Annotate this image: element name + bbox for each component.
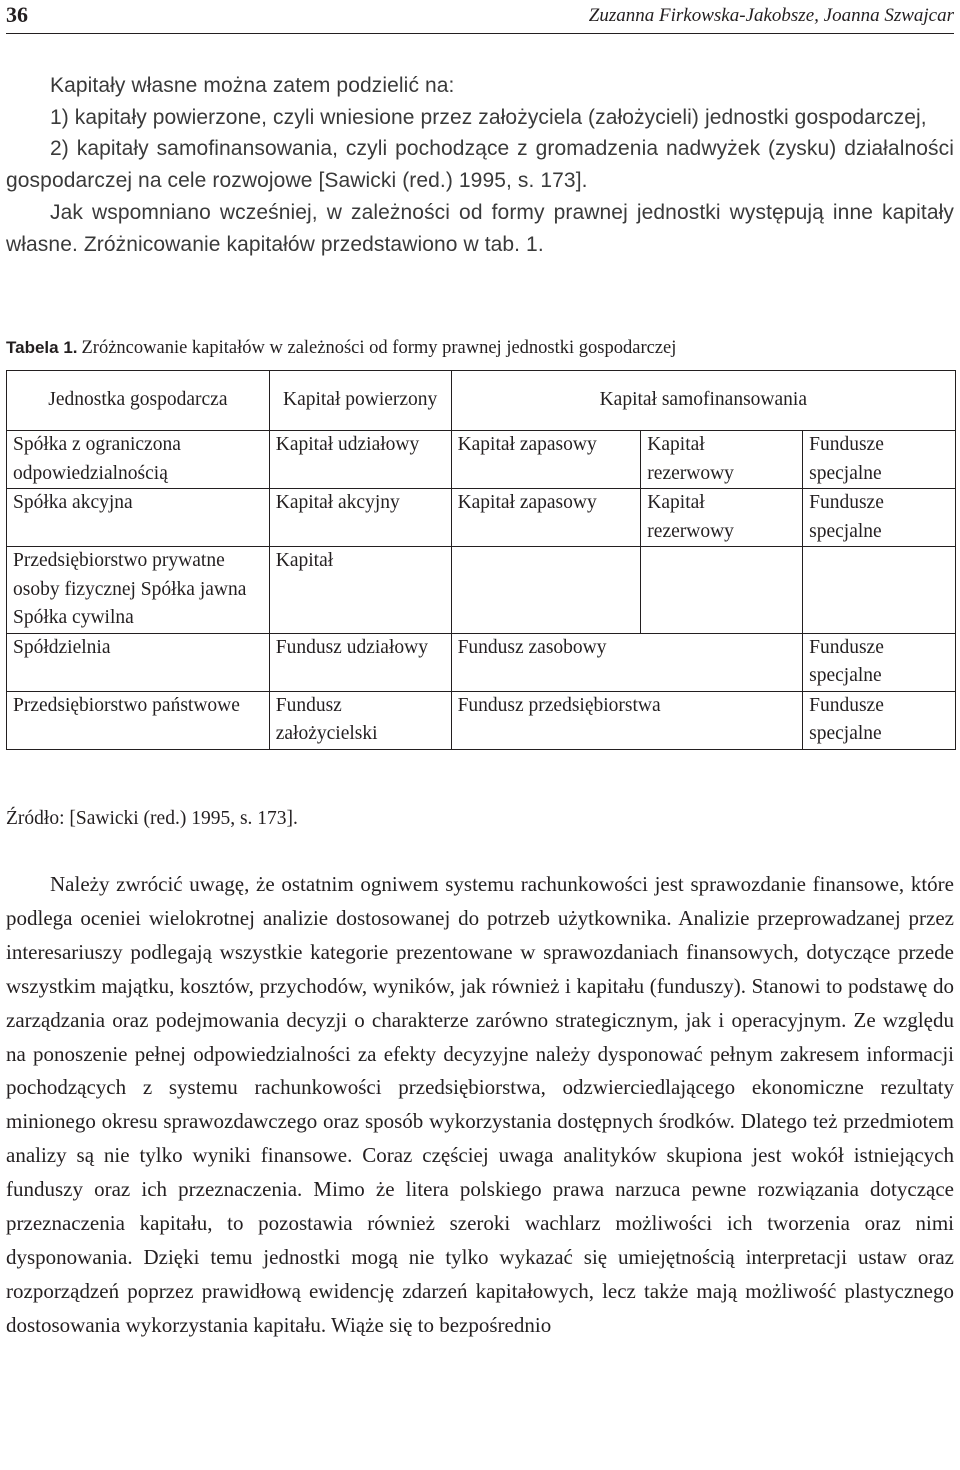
- table-row: [7, 547, 956, 634]
- table-cell-entity: Przedsiębiorstwo prywatne osoby fizycznej Spółka jawna Spółka cywilna: [7, 547, 270, 634]
- intro-list-item-1: 1) kapitały powierzone, czyli wniesione przez założyciela (założycieli) jednostki gospodarczej,: [50, 105, 927, 129]
- page-number: 36: [6, 2, 28, 27]
- intro-paragraph: Jak wspomniano wcześniej, w zależności od formy prawnej jednostki występują inne kapitały własne. Zróżnicowanie kapitałów przedstawiono w tab. 1.: [6, 200, 954, 256]
- body-text: [6, 868, 954, 1343]
- body-paragraph: Należy zwrócić uwagę, że ostatnim ogniwem systemu rachunkowości jest sprawozdanie finansowe, które podlega oceniei wielokrotnej analizie dostosowanej do potrzeb użytkownika. Analizie przeprowadzanej przez interesariuszy podlegają wszystkie kategorie prezentowane w sprawozdaniach finansowych, dotyczące przede wszystkim majątku, kosztów, przychodów, wyników, jak również i kapitału (funduszy). Stanowi to podstawę do zarządzania oraz podejmowania decyzji o charakterze zarówno strategicznym, jak i operacyjnym. Ze względu na ponoszenie pełnej odpowiedzialności za efekty decyzyjne należy dysponować pełnym zakresem informacji pochodzących z systemu rachunkowości przedsiębiorstwa, odzwierciedlającego ekonomiczne rezultaty minionego okresu sprawozdawczego oraz sposób wykorzystania dostępnych środków. Dlatego też przedmiotem analizy są nie tylko wyniki finansowe. Coraz częściej uwaga analityków skupiona jest wokół istniejących funduszy oraz ich przeznaczenia. Mimo że litera polskiego prawa narzuca pewne rozwiązania dotyczące przeznaczenia kapitału, to pozostawia również szeroki wachlarz możliwości ich tworzenia oraz nimi dysponowania. Dzięki temu jednostki mogą nie tylko wykazać się umiejętnością interpretacji ustaw oraz rozporządzeń poprzez prawidłową ewidencję zdarzeń kapitałowych, lecz także mają możliwość plastycznego dostosowania wykorzystania kapitału. Wiąże się to bezpośrednio: [6, 872, 954, 1337]
- table-row: [7, 691, 956, 749]
- intro-text: [6, 70, 954, 260]
- table-row: [7, 633, 956, 691]
- table-cell: [803, 547, 956, 634]
- table-cell: Kapitał rezerwowy: [641, 431, 803, 489]
- table-cell: Fundusz zasobowy: [451, 633, 803, 691]
- table-cell: Fundusze specjalne: [803, 431, 956, 489]
- table-cell: [641, 547, 803, 634]
- table-source-note: Źródło: [Sawicki (red.) 1995, s. 173].: [6, 808, 298, 829]
- table-cell-entity: Spółka z ograniczona odpowiedzialnością: [7, 431, 270, 489]
- header-rule: [6, 33, 954, 34]
- table-row: [7, 489, 956, 547]
- table-cell-entrusted: Fundusz udziałowy: [269, 633, 451, 691]
- table-cell: Kapitał rezerwowy: [641, 489, 803, 547]
- intro-list-item-2: 2) kapitały samofinansowania, czyli pochodzące z gromadzenia nadwyżek (zysku) działalności gospodarczej na cele rozwojowe [Sawicki (red.) 1995, s. 173].: [6, 137, 954, 193]
- table-cell: Fundusz przedsiębiorstwa: [451, 691, 803, 749]
- table-cell: Kapitał zapasowy: [451, 489, 641, 547]
- table-cell-entity: Przedsiębiorstwo państwowe: [7, 691, 270, 749]
- header-cell-self-financing: Kapitał samofinansowania: [451, 371, 955, 431]
- table-header-row: [7, 371, 956, 431]
- running-header: [6, 2, 954, 32]
- table-cell: Kapitał zapasowy: [451, 431, 641, 489]
- table-cell-entrusted: Kapitał akcyjny: [269, 489, 451, 547]
- running-header-authors: Zuzanna Firkowska-Jakobsze, Joanna Szwajcar: [588, 5, 954, 26]
- table-cell-entity: Spółka akcyjna: [7, 489, 270, 547]
- table-cell-entrusted: Kapitał udziałowy: [269, 431, 451, 489]
- table-row: [7, 431, 956, 489]
- header-cell-entity: Jednostka gospodarcza: [7, 371, 270, 431]
- intro-paragraph: Kapitały własne można zatem podzielić na:: [50, 74, 455, 97]
- header-cell-entrusted: Kapitał powierzony: [269, 371, 451, 431]
- table-cell: Fundusze specjalne: [803, 633, 956, 691]
- table-cell: Fundusze specjalne: [803, 489, 956, 547]
- table-caption-text: Zróżncowanie kapitałów w zależności od formy prawnej jednostki gospodarczej: [81, 338, 677, 358]
- table-cell-entrusted: Fundusz założycielski: [269, 691, 451, 749]
- capital-table: [6, 370, 956, 750]
- table-cell-entity: Spółdzielnia: [7, 633, 270, 691]
- table-caption-label: Tabela 1.: [6, 338, 78, 357]
- table-cell: Fundusze specjalne: [803, 691, 956, 749]
- table-cell-entrusted: Kapitał: [269, 547, 451, 634]
- table-cell: [451, 547, 641, 634]
- table-caption: [6, 338, 954, 359]
